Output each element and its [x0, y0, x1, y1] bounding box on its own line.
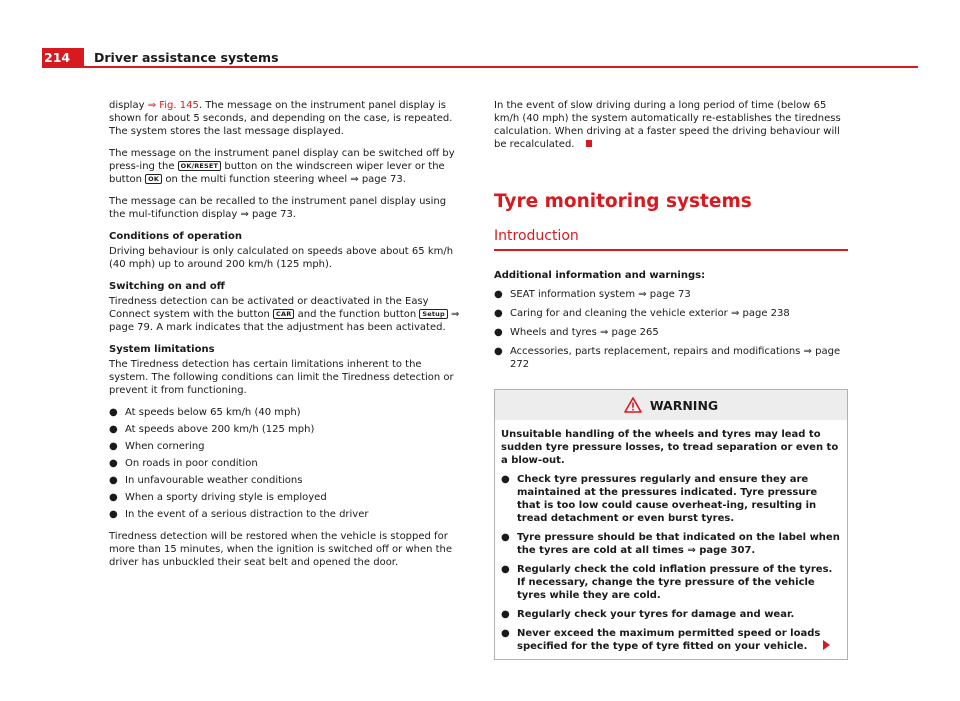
end-of-section-icon: [586, 140, 592, 147]
bullet-icon: ●: [501, 609, 510, 620]
warning-body: [495, 420, 847, 659]
bullet-icon: ●: [109, 509, 118, 520]
left-column: [109, 99, 461, 578]
header-rule: [84, 66, 918, 68]
bullet-icon: ●: [109, 407, 118, 418]
bullet-icon: ●: [109, 458, 118, 469]
continued-arrow-icon: [823, 640, 830, 650]
warning-list: [501, 473, 841, 653]
car-key-icon: CAR: [273, 309, 294, 319]
page-number: 214: [42, 48, 84, 68]
section-title: Driver assistance systems: [94, 50, 279, 65]
bullet-icon: ●: [501, 628, 510, 639]
warning-triangle-icon: [624, 397, 642, 413]
fig-145-link[interactable]: ⇒ Fig. 145: [147, 100, 199, 111]
page-header: [0, 0, 960, 70]
list-item: ● Accessories, parts replacement, repairs and modifications ⇒ page 272: [494, 346, 841, 370]
paragraph-recall: The message can be recalled to the instrument panel display using the mul-tifunction display ⇒ page 73.: [109, 196, 447, 220]
switching-text: Tiredness detection can be activated or deactivated in the Easy Connect system with the button CAR and the function button Setup ⇒ page 79. A mark indicates that the adjustment has been activated.: [109, 296, 460, 333]
warning-box: [494, 389, 848, 660]
limitations-heading: System limitations: [109, 344, 215, 355]
bullet-icon: ●: [494, 327, 503, 338]
setup-key-icon: Setup: [419, 309, 447, 319]
list-item: ● Check tyre pressures regularly and ensure they are maintained at the pressures indicated. Tyre pressure that is too low could cause overheat-ing, resulting in tread detachment or even burst tyres.: [501, 474, 818, 524]
bullet-icon: ●: [494, 308, 503, 319]
chapter-title: Tyre monitoring systems: [494, 191, 752, 212]
warning-header: [495, 390, 847, 420]
bullet-icon: ●: [494, 289, 503, 300]
ok-reset-key-icon: OK/RESET: [178, 161, 222, 171]
list-item: ● When cornering: [109, 441, 205, 452]
bullet-icon: ●: [109, 492, 118, 503]
warning-label: WARNING: [649, 397, 719, 413]
subsection-rule: [494, 249, 848, 251]
additional-info-heading: Additional information and warnings:: [494, 270, 706, 281]
list-item: ● Regularly check your tyres for damage and wear.: [501, 609, 795, 620]
slow-driving-paragraph: In the event of slow driving during a long period of time (below 65 km/h (40 mph) the system automatically re-establishes the tiredness calculation. When driving at a faster speed the driving behaviour will be recalculated.: [494, 100, 841, 150]
ok-key-icon: OK: [145, 174, 162, 184]
switching-heading: Switching on and off: [109, 281, 225, 292]
list-item: ● Wheels and tyres ⇒ page 265: [494, 327, 659, 338]
paragraph-display: display ⇒ Fig. 145. The message on the instrument panel display is shown for about 5 seconds, and depending on the case, is repeated. The system stores the last message displayed.: [109, 100, 453, 137]
bullet-icon: ●: [109, 475, 118, 486]
paragraph-switch-off: The message on the instrument panel display can be switched off by press-ing the OK/RESET button on the windscreen wiper lever or the button OK on the multi function steering wheel ⇒ page 73.: [109, 148, 455, 185]
list-item: ● In unfavourable weather conditions: [109, 475, 303, 486]
list-item: ● Tyre pressure should be that indicated on the label when the tyres are cold at all times ⇒ page 307.: [501, 532, 840, 556]
additional-info-list: [494, 288, 848, 371]
list-item: ● At speeds above 200 km/h (125 mph): [109, 424, 315, 435]
warning-intro: Unsuitable handling of the wheels and tyres may lead to sudden tyre pressure losses, to tread separation or even to a blow-out.: [501, 429, 839, 466]
list-item: ● On roads in poor condition: [109, 458, 258, 469]
list-item: ● SEAT information system ⇒ page 73: [494, 289, 691, 300]
subsection-title: Introduction: [494, 228, 579, 244]
list-item: ● Regularly check the cold inflation pressure of the tyres. If necessary, change the tyre pressure of the vehicle tyres while they are cold.: [501, 564, 833, 601]
limitations-text: The Tiredness detection has certain limitations inherent to the system. The following conditions can limit the Tiredness detection or prevent it from functioning.: [109, 359, 454, 396]
bullet-icon: ●: [109, 441, 118, 452]
list-item: ● When a sporty driving style is employed: [109, 492, 327, 503]
list-item: ● Caring for and cleaning the vehicle exterior ⇒ page 238: [494, 308, 790, 319]
limitations-list: [109, 406, 461, 521]
list-item: ● In the event of a serious distraction to the driver: [109, 509, 369, 520]
bullet-icon: ●: [501, 474, 510, 485]
bullet-icon: ●: [501, 532, 510, 543]
bullet-icon: ●: [494, 346, 503, 357]
bullet-icon: ●: [501, 564, 510, 575]
right-column: [494, 99, 848, 660]
closing-paragraph: Tiredness detection will be restored when the vehicle is stopped for more than 15 minutes, when the ignition is switched off or when the driver has unbuckled their seat belt and opened the door.: [109, 531, 453, 568]
conditions-text: Driving behaviour is only calculated on speeds above about 65 km/h (40 mph) up to around 200 km/h (125 mph).: [109, 246, 454, 270]
conditions-heading: Conditions of operation: [109, 231, 242, 242]
bullet-icon: ●: [109, 424, 118, 435]
list-item: ● At speeds below 65 km/h (40 mph): [109, 407, 301, 418]
list-item: ● Never exceed the maximum permitted speed or loads specified for the type of tyre fitted on your vehicle.: [501, 627, 841, 653]
